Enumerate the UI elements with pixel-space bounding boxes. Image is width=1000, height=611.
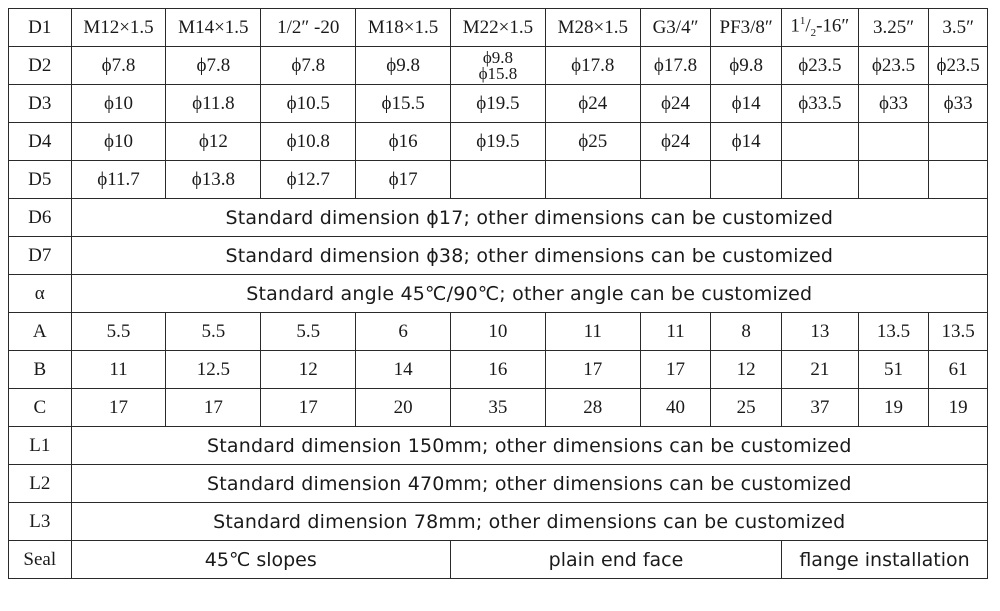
cell-d5-11 — [929, 161, 988, 199]
cell-d3-5: ϕ19.5 — [451, 85, 546, 123]
cell-a-2: 5.5 — [166, 313, 261, 351]
cell-a-10: 13.5 — [858, 313, 929, 351]
cell-d1-6: M28×1.5 — [545, 9, 640, 47]
cell-alpha-text: Standard angle 45℃/90℃; other angle can be customized — [71, 275, 987, 313]
cell-d2-10: ϕ23.5 — [858, 47, 929, 85]
cell-a-6: 11 — [545, 313, 640, 351]
cell-d1-8: PF3/8″ — [711, 9, 782, 47]
cell-b-2: 12.5 — [166, 351, 261, 389]
row-label-b: B — [9, 351, 72, 389]
cell-d1-5: M22×1.5 — [451, 9, 546, 47]
cell-d5-10 — [858, 161, 929, 199]
row-l2 — [9, 465, 988, 503]
row-label-l2: L2 — [9, 465, 72, 503]
cell-c-5: 35 — [451, 389, 546, 427]
dimension-spec-table — [8, 8, 988, 579]
cell-c-8: 25 — [711, 389, 782, 427]
row-label-d1: D1 — [9, 9, 72, 47]
d1-9-tail: -16″ — [816, 15, 850, 37]
cell-seal-flange: flange installation — [782, 541, 988, 579]
row-alpha — [9, 275, 988, 313]
cell-a-1: 5.5 — [71, 313, 166, 351]
cell-a-7: 11 — [640, 313, 711, 351]
cell-d3-2: ϕ11.8 — [166, 85, 261, 123]
cell-c-2: 17 — [166, 389, 261, 427]
cell-b-6: 17 — [545, 351, 640, 389]
row-d3 — [9, 85, 988, 123]
cell-d4-5: ϕ19.5 — [451, 123, 546, 161]
cell-d7-text: Standard dimension ϕ38; other dimensions can be customized — [71, 237, 987, 275]
row-seal — [9, 541, 988, 579]
cell-a-8: 8 — [711, 313, 782, 351]
cell-b-8: 12 — [711, 351, 782, 389]
row-label-a: A — [9, 313, 72, 351]
cell-d2-9: ϕ23.5 — [782, 47, 859, 85]
row-d7 — [9, 237, 988, 275]
cell-d2-3: ϕ7.8 — [261, 47, 356, 85]
cell-d1-10: 3.25″ — [858, 9, 929, 47]
cell-d2-4: ϕ9.8 — [356, 47, 451, 85]
cell-d3-4: ϕ15.5 — [356, 85, 451, 123]
cell-b-4: 14 — [356, 351, 451, 389]
cell-d5-3: ϕ12.7 — [261, 161, 356, 199]
cell-d2-1: ϕ7.8 — [71, 47, 166, 85]
row-d6 — [9, 199, 988, 237]
cell-d3-11: ϕ33 — [929, 85, 988, 123]
cell-d4-3: ϕ10.8 — [261, 123, 356, 161]
cell-c-10: 19 — [858, 389, 929, 427]
cell-d5-9 — [782, 161, 859, 199]
cell-d3-10: ϕ33 — [858, 85, 929, 123]
row-label-l1: L1 — [9, 427, 72, 465]
cell-c-1: 17 — [71, 389, 166, 427]
row-label-d3: D3 — [9, 85, 72, 123]
cell-d3-9: ϕ33.5 — [782, 85, 859, 123]
row-a — [9, 313, 988, 351]
cell-d3-6: ϕ24 — [545, 85, 640, 123]
cell-d5-6 — [545, 161, 640, 199]
spec-table-wrapper — [8, 8, 988, 579]
cell-d1-11: 3.5″ — [929, 9, 988, 47]
row-b — [9, 351, 988, 389]
d1-9-sub: 2 — [810, 27, 817, 40]
row-label-d5: D5 — [9, 161, 72, 199]
row-l3 — [9, 503, 988, 541]
cell-d4-10 — [858, 123, 929, 161]
cell-l2-text: Standard dimension 470mm; other dimensions can be customized — [71, 465, 987, 503]
cell-c-6: 28 — [545, 389, 640, 427]
cell-c-7: 40 — [640, 389, 711, 427]
cell-a-3: 5.5 — [261, 313, 356, 351]
cell-d2-6: ϕ17.8 — [545, 47, 640, 85]
cell-d5-5 — [451, 161, 546, 199]
cell-d4-8: ϕ14 — [711, 123, 782, 161]
cell-c-3: 17 — [261, 389, 356, 427]
cell-b-5: 16 — [451, 351, 546, 389]
cell-d5-1: ϕ11.7 — [71, 161, 166, 199]
row-label-c: C — [9, 389, 72, 427]
cell-d2-8: ϕ9.8 — [711, 47, 782, 85]
cell-a-11: 13.5 — [929, 313, 988, 351]
cell-c-11: 19 — [929, 389, 988, 427]
cell-d1-3: 1/2″ -20 — [261, 9, 356, 47]
cell-d3-8: ϕ14 — [711, 85, 782, 123]
row-label-d2: D2 — [9, 47, 72, 85]
d1-9-slash: / — [805, 15, 811, 37]
row-d4 — [9, 123, 988, 161]
cell-a-4: 6 — [356, 313, 451, 351]
cell-c-9: 37 — [782, 389, 859, 427]
row-label-l3: L3 — [9, 503, 72, 541]
cell-d1-7: G3/4″ — [640, 9, 711, 47]
cell-b-11: 61 — [929, 351, 988, 389]
cell-l1-text: Standard dimension 150mm; other dimensions can be customized — [71, 427, 987, 465]
cell-b-7: 17 — [640, 351, 711, 389]
cell-d2-11: ϕ23.5 — [929, 47, 988, 85]
d2-5-line1: ϕ9.8 — [482, 47, 514, 67]
row-l1 — [9, 427, 988, 465]
d2-5-line2: ϕ15.8 — [478, 63, 518, 83]
d1-9-sup: 1 — [799, 15, 806, 28]
cell-b-3: 12 — [261, 351, 356, 389]
cell-b-9: 21 — [782, 351, 859, 389]
cell-d4-2: ϕ12 — [166, 123, 261, 161]
cell-d3-3: ϕ10.5 — [261, 85, 356, 123]
cell-l3-text: Standard dimension 78mm; other dimensions can be customized — [71, 503, 987, 541]
cell-d1-4: M18×1.5 — [356, 9, 451, 47]
cell-seal-slopes: 45℃ slopes — [71, 541, 450, 579]
cell-a-5: 10 — [451, 313, 546, 351]
cell-d4-4: ϕ16 — [356, 123, 451, 161]
row-d5 — [9, 161, 988, 199]
cell-d2-7: ϕ17.8 — [640, 47, 711, 85]
row-d2 — [9, 47, 988, 85]
cell-b-10: 51 — [858, 351, 929, 389]
row-label-d7: D7 — [9, 237, 72, 275]
cell-d2-5 — [451, 47, 546, 85]
cell-c-4: 20 — [356, 389, 451, 427]
row-c — [9, 389, 988, 427]
d1-9-base: 1 — [790, 15, 800, 37]
cell-seal-plain-end: plain end face — [451, 541, 782, 579]
cell-d4-7: ϕ24 — [640, 123, 711, 161]
cell-d3-7: ϕ24 — [640, 85, 711, 123]
row-label-alpha: α — [9, 275, 72, 313]
cell-d5-7 — [640, 161, 711, 199]
cell-d5-8 — [711, 161, 782, 199]
cell-a-9: 13 — [782, 313, 859, 351]
cell-d5-4: ϕ17 — [356, 161, 451, 199]
cell-d4-1: ϕ10 — [71, 123, 166, 161]
cell-d2-2: ϕ7.8 — [166, 47, 261, 85]
cell-d4-11 — [929, 123, 988, 161]
cell-d4-9 — [782, 123, 859, 161]
cell-d4-6: ϕ25 — [545, 123, 640, 161]
cell-b-1: 11 — [71, 351, 166, 389]
cell-d1-2: M14×1.5 — [166, 9, 261, 47]
cell-d6-text: Standard dimension ϕ17; other dimensions can be customized — [71, 199, 987, 237]
cell-d3-1: ϕ10 — [71, 85, 166, 123]
row-d1 — [9, 9, 988, 47]
row-label-d4: D4 — [9, 123, 72, 161]
cell-d5-2: ϕ13.8 — [166, 161, 261, 199]
row-label-d6: D6 — [9, 199, 72, 237]
cell-d1-9 — [782, 9, 859, 47]
cell-d1-1: M12×1.5 — [71, 9, 166, 47]
row-label-seal: Seal — [9, 541, 72, 579]
